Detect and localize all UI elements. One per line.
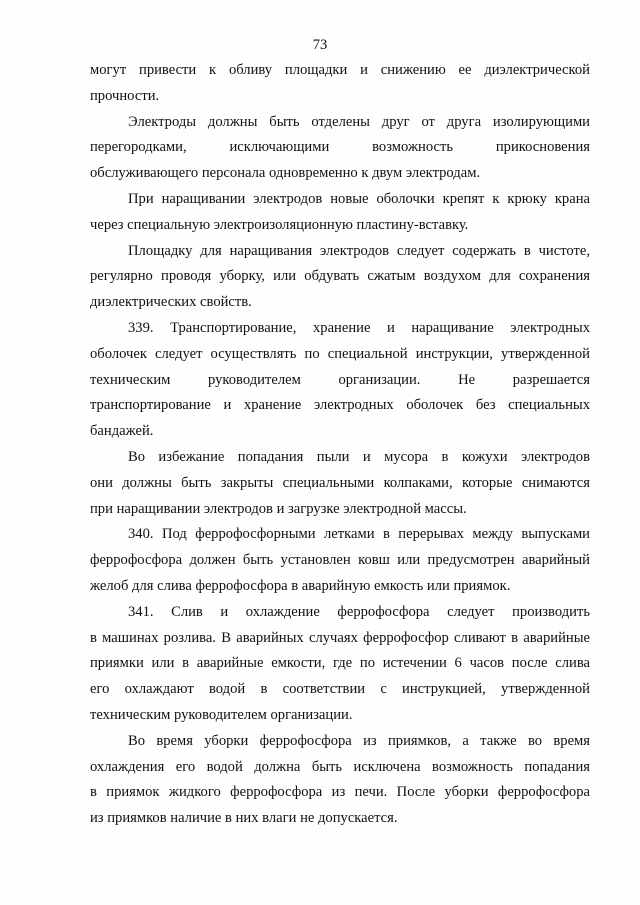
text-line: Площадку для наращивания электродов следует содержать в чистоте,	[128, 242, 590, 259]
body-text	[90, 58, 590, 832]
text-line: обслуживающего персонала одновременно к двум электродам.	[90, 165, 481, 182]
text-line: 340. Под феррофосфорными летками в перерывах между выпусками	[128, 526, 590, 543]
text-line: в приямок жидкого феррофосфора из печи. После уборки феррофосфора	[90, 784, 590, 801]
text-line: транспортирование и хранение электродных оболочек без специальных	[90, 397, 590, 414]
text-line: диэлектрических свойств.	[90, 294, 252, 311]
text-line: желоб для слива феррофосфора в аварийную емкость или приямок.	[90, 577, 511, 594]
text-line: техническим руководителем организации.	[90, 706, 353, 723]
text-line: 339. Транспортирование, хранение и наращивание электродных	[128, 319, 590, 336]
text-line: Электроды должны быть отделены друг от друга изолирующими	[128, 113, 590, 130]
text-line: техническим руководителем организации. Не разрешается	[90, 371, 590, 388]
text-line: они должны быть закрыты специальными колпаками, которые снимаются	[90, 474, 590, 491]
text-line: феррофосфора должен быть установлен ковш или предусмотрен аварийный	[90, 552, 590, 569]
text-line: приямки или в аварийные емкости, где по истечении 6 часов после слива	[90, 655, 590, 672]
text-line: из приямков наличие в них влаги не допускается.	[90, 810, 398, 827]
text-line: перегородками, исключающими возможность прикосновения	[90, 139, 590, 156]
text-line: оболочек следует осуществлять по специальной инструкции, утвержденной	[90, 345, 590, 362]
text-line: бандажей.	[90, 423, 154, 440]
text-line: прочности.	[90, 87, 160, 104]
text-line: охлаждения его водой должна быть исключена возможность попадания	[90, 758, 590, 775]
text-line: 341. Слив и охлаждение феррофосфора следует производить	[128, 603, 590, 620]
text-line: его охлаждают водой в соответствии с инструкцией, утвержденной	[90, 681, 590, 698]
text-line: регулярно проводя уборку, или обдувать сжатым воздухом для сохранения	[90, 268, 590, 285]
page-number: 73	[312, 37, 328, 53]
text-line: через специальную электроизоляционную пластину-вставку.	[90, 216, 469, 233]
text-line: могут привести к обливу площадки и снижению ее диэлектрической	[90, 62, 590, 78]
text-line: При наращивании электродов новые оболочки крепят к крюку крана	[128, 190, 590, 207]
text-line: при наращивании электродов и загрузке электродной массы.	[90, 500, 467, 517]
text-line: Во избежание попадания пыли и мусора в кожухи электродов	[128, 448, 590, 465]
text-line: в машинах розлива. В аварийных случаях феррофосфор сливают в аварийные	[90, 629, 590, 646]
text-line: Во время уборки феррофосфора из приямков, а также во время	[128, 732, 590, 749]
